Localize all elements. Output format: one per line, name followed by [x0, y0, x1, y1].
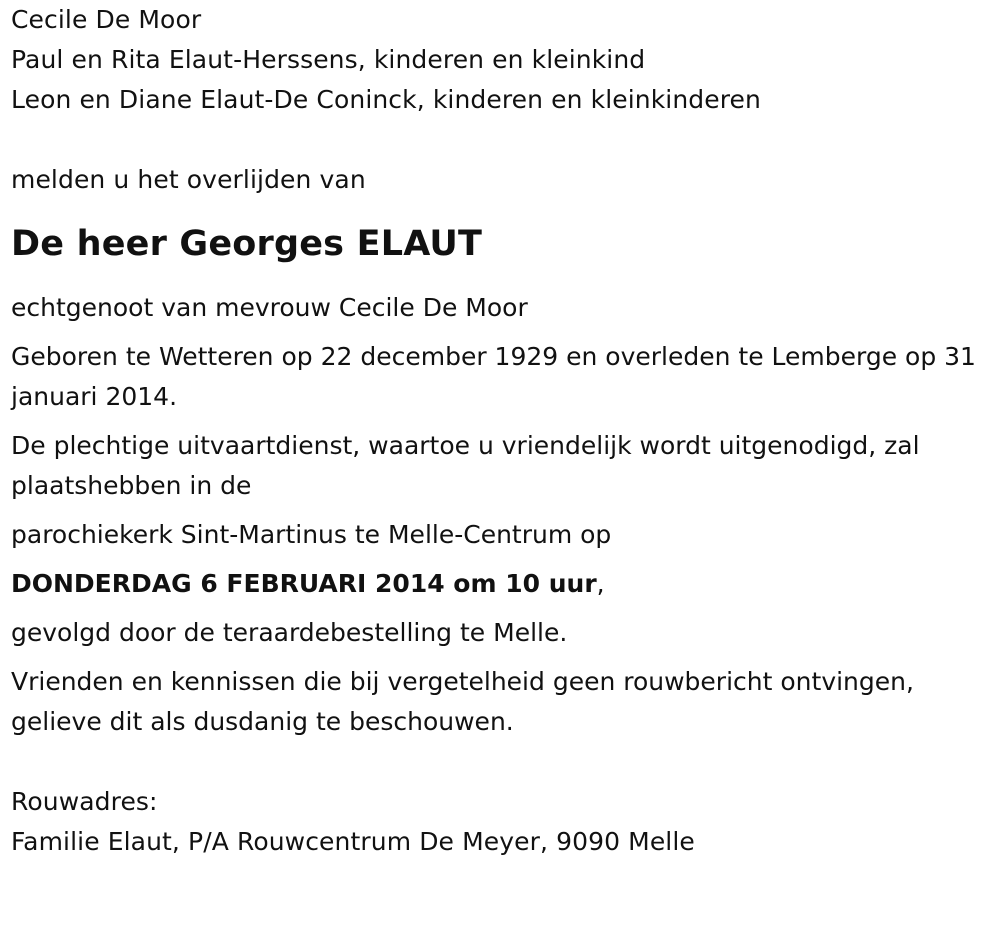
- address-label: Rouwadres:: [11, 787, 158, 816]
- spouse-line: echtgenoot van mevrouw Cecile De Moor: [11, 293, 528, 322]
- funeral-date-line: [11, 564, 986, 604]
- mourner-line: Cecile De Moor: [11, 5, 202, 34]
- address-text: Familie Elaut, P/A Rouwcentrum De Meyer, 9090 Melle: [11, 827, 695, 856]
- deceased-name: De heer Georges ELAUT: [11, 224, 483, 264]
- mourner-line: Paul en Rita Elaut-Herssens, kinderen en kleinkind: [11, 45, 646, 74]
- spacer: [11, 120, 986, 160]
- obituary-content: [11, 0, 986, 862]
- spacer: [11, 266, 986, 288]
- spacer: [11, 742, 986, 782]
- mourners-list: [11, 0, 986, 120]
- birth-death-text: Geboren te Wetteren op 22 december 1929 en overleden te Lemberge op 31 januari 2014.: [11, 342, 976, 411]
- funeral-intro-text: De plechtige uitvaartdienst, waartoe u vriendelijk wordt uitgenodigd, zal plaatshebben in de: [11, 431, 920, 500]
- funeral-date-suffix: ,: [596, 569, 605, 598]
- church-text: parochiekerk Sint-Martinus te Melle-Centrum op: [11, 520, 612, 549]
- announcement-text: melden u het overlijden van: [11, 165, 366, 194]
- burial-text: gevolgd door de teraardebestelling te Melle.: [11, 618, 568, 647]
- notice-text: Vrienden en kennissen die bij vergetelheid geen rouwbericht ontvingen, gelieve dit als dusdanig te beschouwen.: [11, 667, 914, 736]
- mourner-line: Leon en Diane Elaut-De Coninck, kinderen en kleinkinderen: [11, 85, 761, 114]
- funeral-date: DONDERDAG 6 FEBRUARI 2014 om 10 uur: [11, 569, 597, 598]
